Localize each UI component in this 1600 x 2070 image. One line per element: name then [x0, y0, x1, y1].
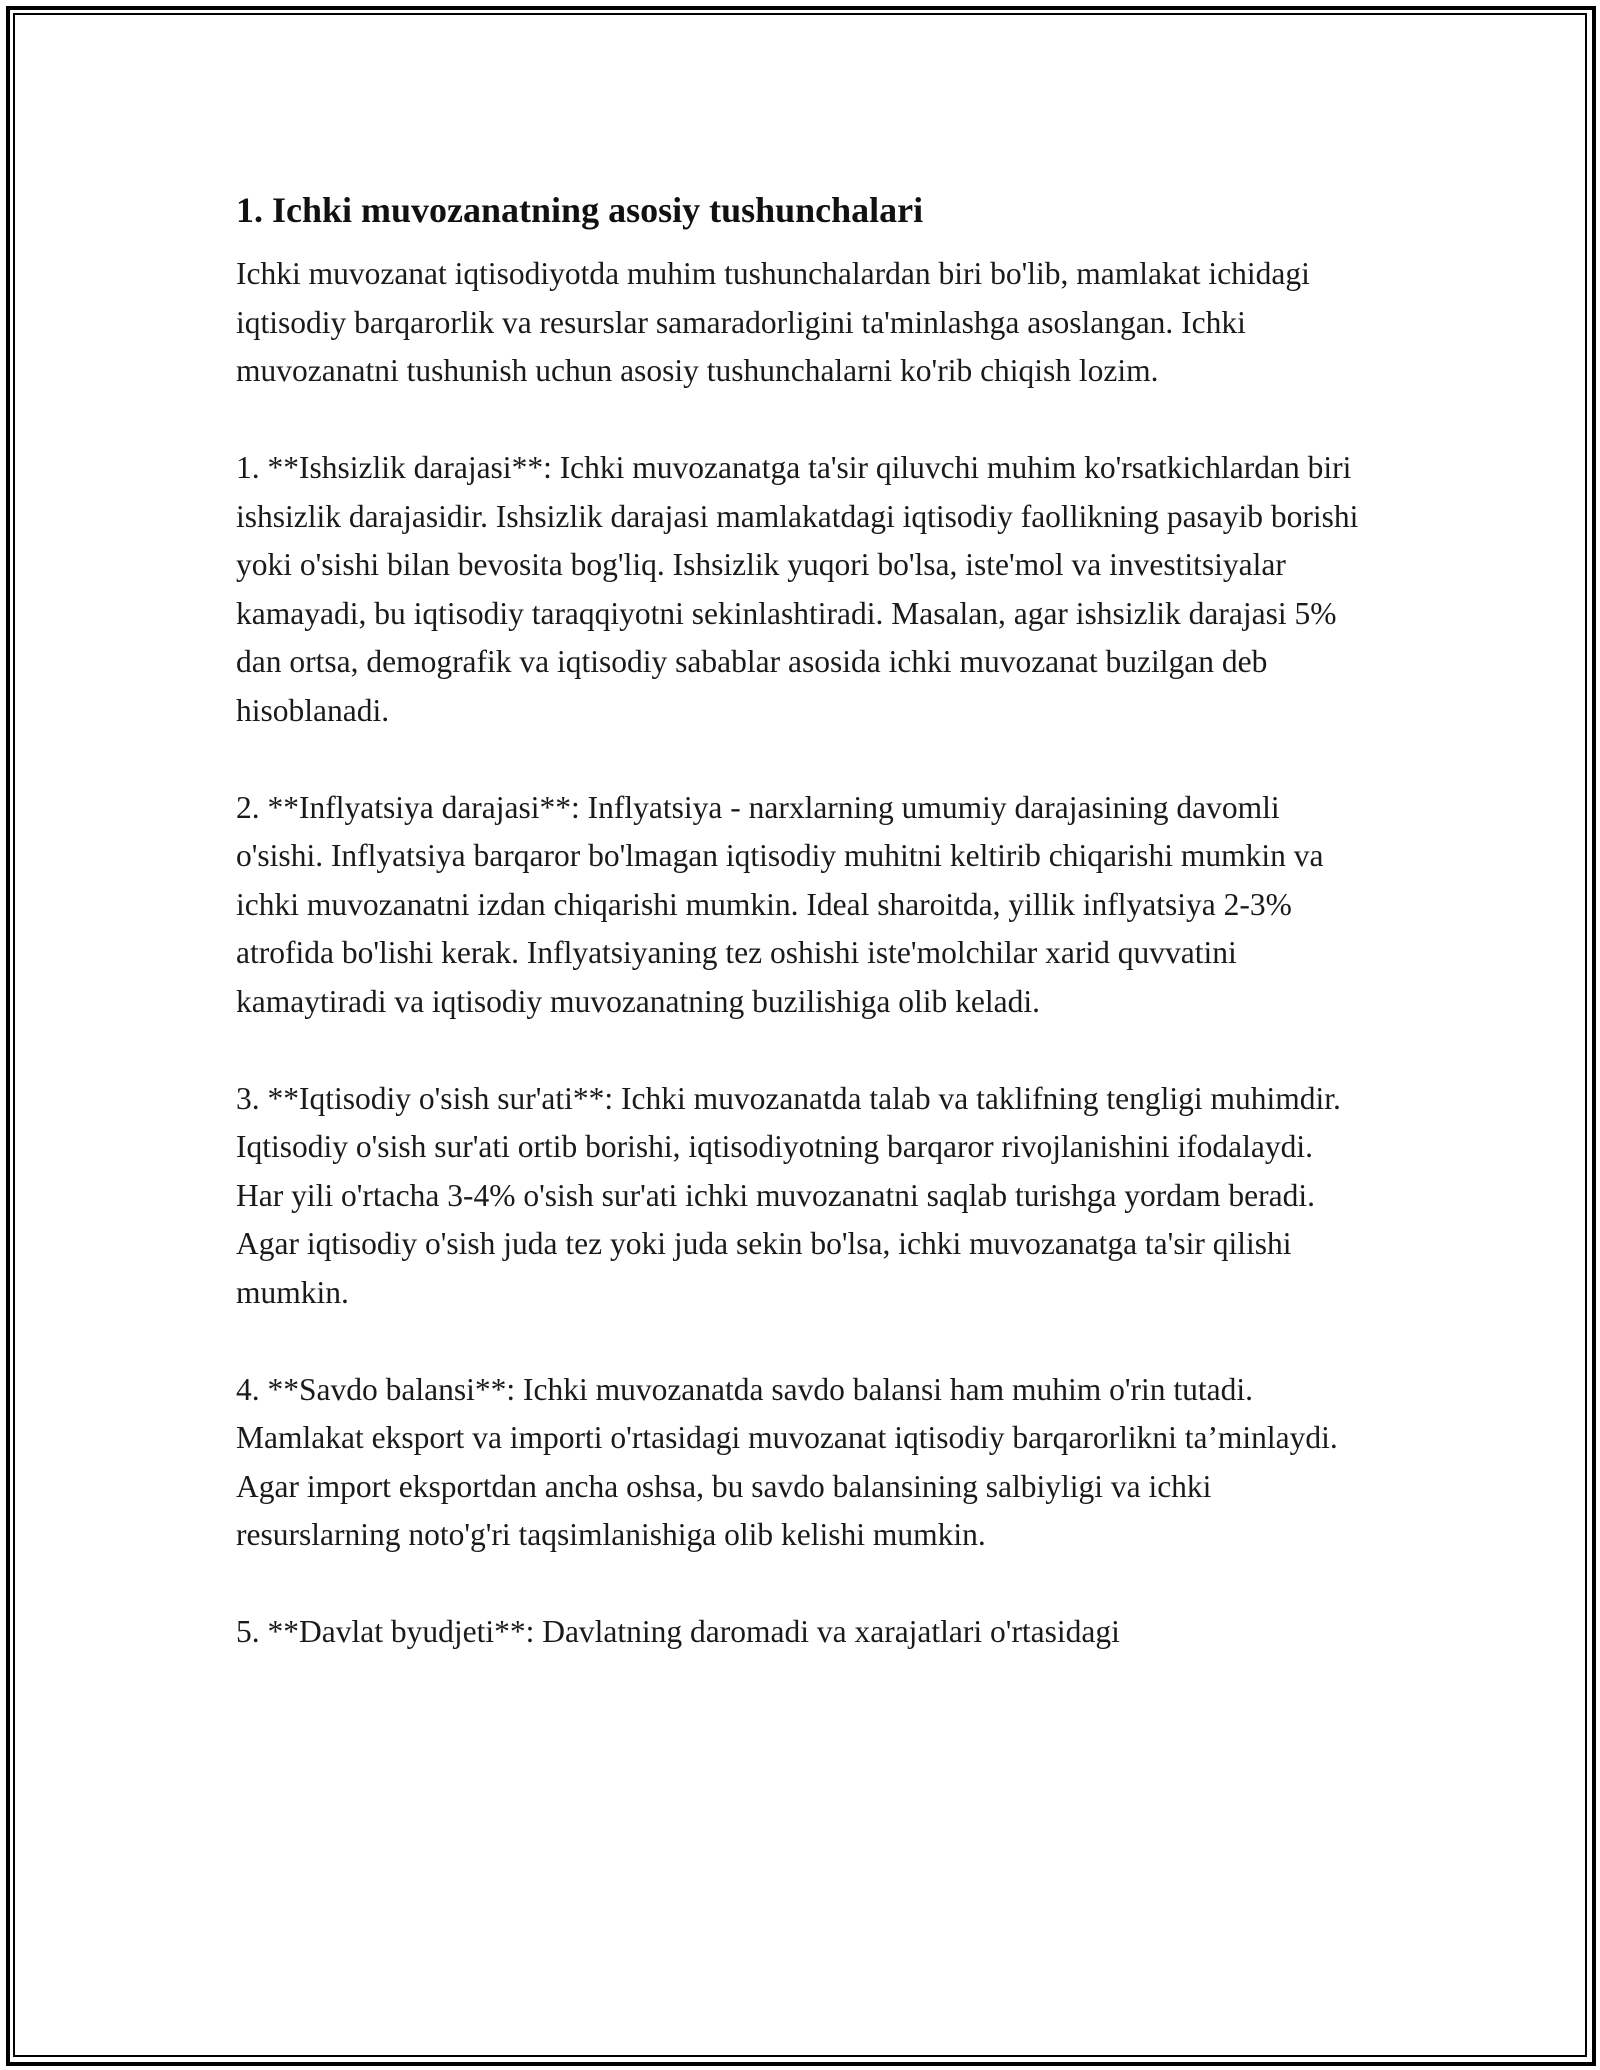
section-heading: 1. Ichki muvozanatning asosiy tushunchalari	[236, 190, 924, 230]
document-body	[236, 186, 1366, 1705]
intro-paragraph: Ichki muvozanat iqtisodiyotda muhim tushunchalardan biri bo'lib, mamlakat ichidagi iqtisodiy barqarorlik va resurslar samaradorligini ta'minlashga asoslangan. Ichki muvozanatni tushunish uchun asosiy tushunchalarni ko'rib chiqish lozim.	[236, 256, 1310, 388]
paragraph-unemployment: 1. **Ishsizlik darajasi**: Ichki muvozanatga ta'sir qiluvchi muhim ko'rsatkichlardan biri ishsizlik darajasidir. Ishsizlik darajasi mamlakatdagi iqtisodiy faollikning pasayib borishi yoki o'sishi bilan bevosita bog'liq. Ishsizlik yuqori bo'lsa, iste'mol va investitsiyalar kamayadi, bu iqtisodiy taraqqiyotni sekinlashtiradi. Masalan, agar ishsizlik darajasi 5% dan ortsa, demografik va iqtisodiy sabablar asosida ichki muvozanat buzilgan deb hisoblanadi.	[236, 450, 1359, 728]
paragraph-economic-growth: 3. **Iqtisodiy o'sish sur'ati**: Ichki muvozanatda talab va taklifning tengligi muhimdir. Iqtisodiy o'sish sur'ati ortib borishi, iqtisodiyotning barqaror rivojlanishini ifodalaydi. Har yili o'rtacha 3-4% o'sish sur'ati ichki muvozanatni saqlab turishga yordam beradi. Agar iqtisodiy o'sish juda tez yoki juda sekin bo'lsa, ichki muvozanatga ta'sir qilishi mumkin.	[236, 1080, 1341, 1310]
paragraph-state-budget: 5. **Davlat byudjeti**: Davlatning daromadi va xarajatlari o'rtasidagi	[236, 1614, 1120, 1649]
paragraph-inflation: 2. **Inflyatsiya darajasi**: Inflyatsiya - narxlarning umumiy darajasining davomli o'sishi. Inflyatsiya barqaror bo'lmagan iqtisodiy muhitni keltirib chiqarishi mumkin va ichki muvozanatni izdan chiqarishi mumkin. Ideal sharoitda, yillik inflyatsiya 2-3% atrofida bo'lishi kerak. Inflyatsiyaning tez oshishi iste'molchilar xarid quvvatini kamaytiradi va iqtisodiy muvozanatning buzilishiga olib keladi.	[236, 789, 1324, 1019]
paragraph-trade-balance: 4. **Savdo balansi**: Ichki muvozanatda savdo balansi ham muhim o'rin tutadi. Mamlakat eksport va importi o'rtasidagi muvozanat iqtisodiy barqarorlikni ta’minlaydi. Agar import eksportdan ancha oshsa, bu savdo balansining salbiyligi va ichki resurslarning noto'g'ri taqsimlanishiga olib kelishi mumkin.	[236, 1371, 1338, 1552]
